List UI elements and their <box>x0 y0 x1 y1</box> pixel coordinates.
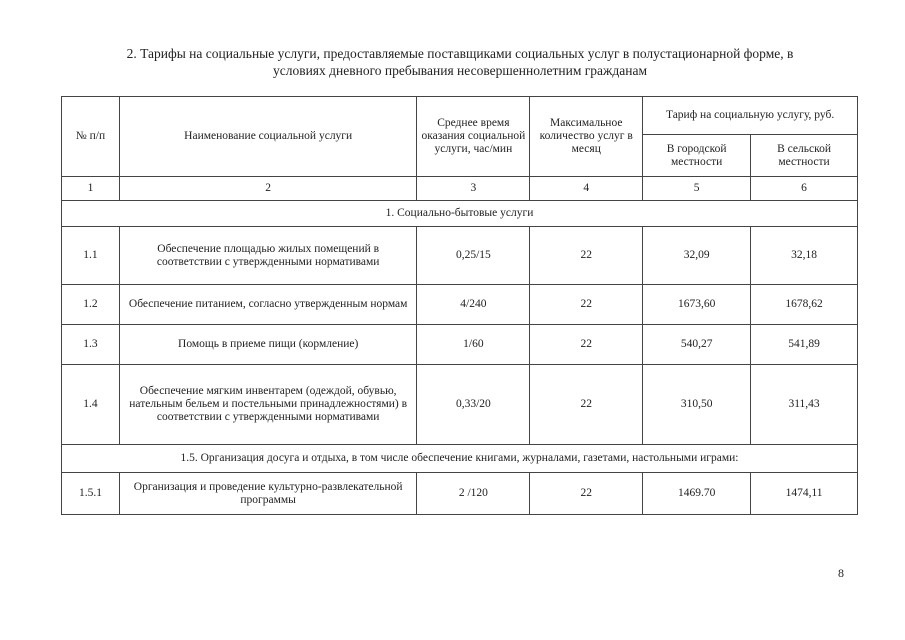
row-name: Обеспечение питанием, согласно утвержденным нормам <box>119 285 417 325</box>
page-number: 8 <box>838 566 844 580</box>
row-urban: 1469.70 <box>643 473 751 515</box>
row-time: 0,33/20 <box>417 365 530 445</box>
header-name: Наименование социальной услуги <box>119 97 417 177</box>
subsection-title: 1.5. Организация досуга и отдыха, в том числе обеспечение книгами, журналами, газетами, настольными играми: <box>62 445 858 473</box>
row-time: 2 /120 <box>417 473 530 515</box>
row-rural: 1678,62 <box>751 285 858 325</box>
row-max: 22 <box>530 227 643 285</box>
row-name: Организация и проведение культурно-развлекательной программы <box>119 473 417 515</box>
colnum-2: 2 <box>119 177 417 201</box>
row-max: 22 <box>530 325 643 365</box>
row-rural: 32,18 <box>751 227 858 285</box>
colnum-1: 1 <box>62 177 120 201</box>
row-num: 1.1 <box>62 227 120 285</box>
row-name: Обеспечение площадью жилых помещений в соответствии с утвержденными нормативами <box>119 227 417 285</box>
tariffs-table <box>61 96 858 515</box>
colnum-4: 4 <box>530 177 643 201</box>
title-line-2: условиях дневного пребывания несовершеннолетним гражданам <box>272 63 647 78</box>
row-num: 1.3 <box>62 325 120 365</box>
table-row <box>62 473 858 515</box>
section-row <box>62 445 858 473</box>
header-urban: В городской местности <box>643 135 751 177</box>
section-row <box>62 201 858 227</box>
section-title: 1. Социально-бытовые услуги <box>62 201 858 227</box>
row-time: 1/60 <box>417 325 530 365</box>
row-urban: 32,09 <box>643 227 751 285</box>
row-num: 1.2 <box>62 285 120 325</box>
row-max: 22 <box>530 473 643 515</box>
table-row <box>62 365 858 445</box>
document-title <box>60 45 860 79</box>
header-time: Среднее время оказания социальной услуги, час/мин <box>417 97 530 177</box>
colnum-6: 6 <box>751 177 858 201</box>
header-max: Максимальное количество услуг в месяц <box>530 97 643 177</box>
table-row <box>62 325 858 365</box>
row-time: 0,25/15 <box>417 227 530 285</box>
header-tariff: Тариф на социальную услугу, руб. <box>643 97 858 135</box>
header-num: № п/п <box>62 97 120 177</box>
row-max: 22 <box>530 365 643 445</box>
row-name: Обеспечение мягким инвентарем (одеждой, обувью, нательным бельем и постельными принадлежностями) в соответствии с утвержденными нормативами <box>119 365 417 445</box>
row-urban: 540,27 <box>643 325 751 365</box>
row-rural: 1474,11 <box>751 473 858 515</box>
column-number-row <box>62 177 858 201</box>
row-rural: 311,43 <box>751 365 858 445</box>
colnum-5: 5 <box>643 177 751 201</box>
row-urban: 310,50 <box>643 365 751 445</box>
row-urban: 1673,60 <box>643 285 751 325</box>
row-time: 4/240 <box>417 285 530 325</box>
colnum-3: 3 <box>417 177 530 201</box>
row-num: 1.4 <box>62 365 120 445</box>
header-row-1 <box>62 97 858 135</box>
row-max: 22 <box>530 285 643 325</box>
row-name: Помощь в приеме пищи (кормление) <box>119 325 417 365</box>
row-rural: 541,89 <box>751 325 858 365</box>
row-num: 1.5.1 <box>62 473 120 515</box>
table-row <box>62 227 858 285</box>
table-row <box>62 285 858 325</box>
title-line-1: 2. Тарифы на социальные услуги, предоставляемые поставщиками социальных услуг в полустационарной форме, в <box>126 46 794 61</box>
header-rural: В сельской местности <box>751 135 858 177</box>
